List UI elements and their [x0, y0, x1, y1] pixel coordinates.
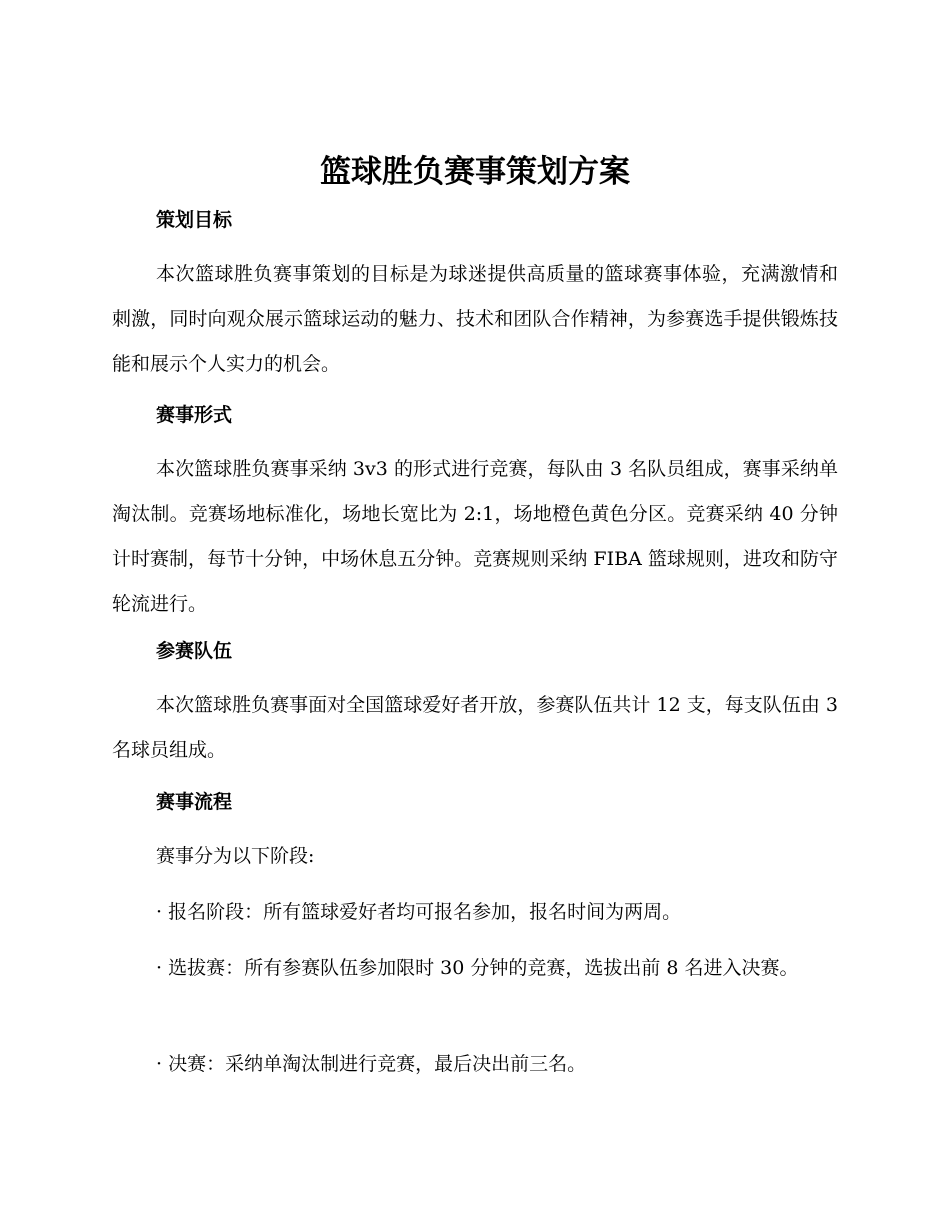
page-title: 篮球胜负赛事策划方案 [320, 154, 630, 190]
list-item [112, 1042, 838, 1087]
section-heading-format: 赛事形式 [156, 404, 233, 426]
list-item-text: 选拔赛：所有参赛队伍参加限时 30 分钟的竞赛，选拔出前 8 名进入决赛。 [168, 957, 799, 979]
section-heading-teams: 参赛队伍 [156, 640, 233, 662]
bullet-icon: · [156, 1053, 163, 1075]
process-intro-paragraph: 赛事分为以下阶段: [156, 845, 315, 867]
section-heading-process: 赛事流程 [156, 791, 233, 813]
bullet-icon: · [156, 901, 163, 923]
list-item-text: 决赛：采纳单淘汰制进行竞赛，最后决出前三名。 [168, 1053, 587, 1075]
list-item [112, 890, 838, 935]
goal-paragraph: 本次篮球胜负赛事策划的目标是为球迷提供高质量的篮球赛事体验，充满激情和刺激，同时向观众展示篮球运动的魅力、技术和团队合作精神，为参赛选手提供锻炼技能和展示个人实力的机会。 [112, 263, 838, 375]
list-item [112, 946, 838, 991]
teams-paragraph: 本次篮球胜负赛事面对全国篮球爱好者开放，参赛队伍共计 12 支，每支队伍由 3 名球员组成。 [112, 694, 838, 761]
bullet-icon: · [156, 957, 163, 979]
section-heading-goal: 策划目标 [156, 209, 233, 231]
list-item-text: 报名阶段：所有篮球爱好者均可报名参加，报名时间为两周。 [168, 901, 682, 923]
format-paragraph: 本次篮球胜负赛事采纳 3v3 的形式进行竞赛，每队由 3 名队员组成，赛事采纳单淘汰制。竞赛场地标准化，场地长宽比为 2:1，场地橙色黄色分区。竞赛采纳 40 分钟计时赛制，每节十分钟，中场休息五分钟。竞赛规则采纳 FIBA 篮球规则，进攻和防守轮流进行。 [112, 458, 838, 615]
